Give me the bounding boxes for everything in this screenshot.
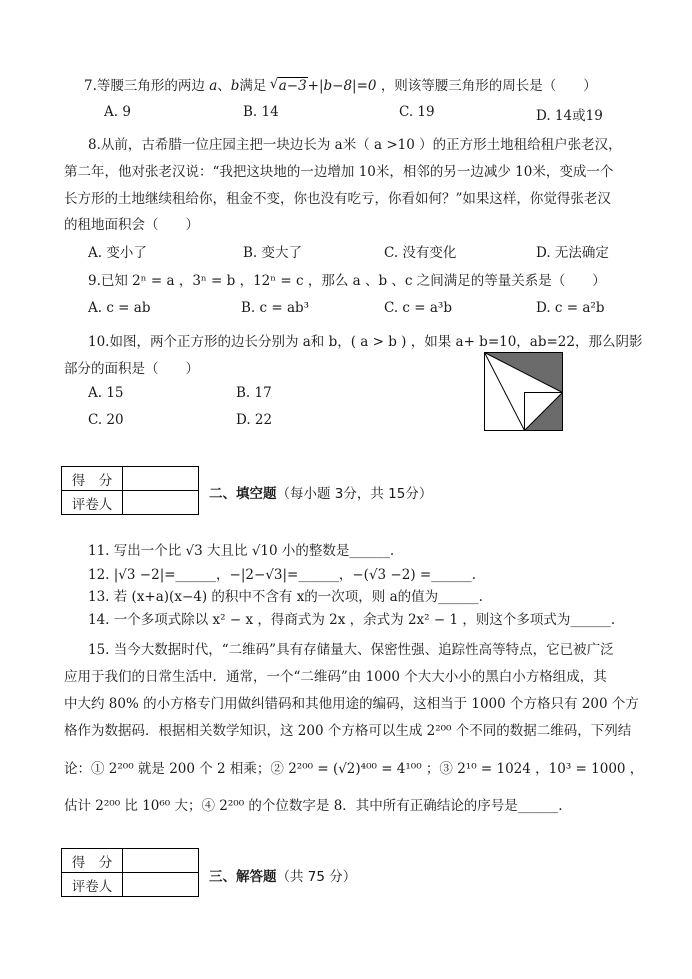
q9-option-a: A. c = ab xyxy=(88,300,151,316)
q13: 13. 若 (x+a)(x−4) 的积中不含有 x的一次项，则 a的值为______. xyxy=(88,589,483,605)
q7-suffix: ，则该等腰三角形的周长是（ ） xyxy=(380,78,597,94)
q7-radicand: a−3 xyxy=(278,78,307,94)
score-cell[interactable] xyxy=(123,467,199,491)
section-3-heading xyxy=(209,865,356,885)
section-2-heading xyxy=(209,482,432,502)
q7-stem xyxy=(84,74,597,94)
grader-label: 评卷人 xyxy=(62,491,123,515)
q15-line-1: 15. 当今大数据时代，“二维码”具有存储量大、保密性强、追踪性高等特点，它已被广泛 xyxy=(88,642,614,658)
q10-line-2: 部分的面积是（ ） xyxy=(64,361,199,377)
q8-line-1: 8.从前，古希腊一位庄园主把一块边长为 a米（ a >10 ）的正方形土地租给租户张老汉， xyxy=(88,137,622,153)
q7-var-a: a xyxy=(209,78,218,94)
q10-squares-figure xyxy=(484,352,564,432)
score-label: 得 分 xyxy=(62,467,123,491)
q7-sqrt xyxy=(271,78,308,94)
q10-option-c: C. 20 xyxy=(88,412,124,428)
section-3-title: 三、解答题 xyxy=(209,869,277,885)
q8-option-d: D. 无法确定 xyxy=(536,245,609,261)
section-2-subtitle: （每小题 3分，共 15分） xyxy=(276,486,433,502)
q8-line-4: 的租地面积会（ ） xyxy=(64,217,199,233)
q7-sep: 、 xyxy=(217,78,231,94)
q7-var-b: b xyxy=(230,78,240,94)
q14: 14. 一个多项式除以 x² − x ，得商式为 2x ，余式为 2x² − 1 ，则这个多项式为______. xyxy=(88,612,616,628)
q15-line-5: 论：① 2²⁰⁰ 就是 200 个 2 相乘；② 2²⁰⁰ = (√2)⁴⁰⁰ = 4¹⁰⁰ ；③ 2¹⁰ = 1024 ，10³ = 1000 ， xyxy=(64,761,644,777)
score-label: 得 分 xyxy=(62,849,123,873)
q8-option-a: A. 变小了 xyxy=(88,245,147,261)
grade-box-section-3 xyxy=(61,848,199,897)
q9-stem: 9.已知 2ⁿ = a ，3ⁿ = b ，12ⁿ = c ，那么 a 、b 、c 之间满足的等量关系是（ ） xyxy=(88,273,606,289)
q15-line-4: 格作为数据码．根据相关数学知识，这 200 个方格可以生成 2²⁰⁰ 个不同的数据二维码，下列结 xyxy=(64,723,632,739)
grader-cell[interactable] xyxy=(123,491,199,515)
q7-mid: 满足 xyxy=(239,78,267,94)
grade-box-section-2 xyxy=(61,466,199,515)
q7-option-d: D. 14或19 xyxy=(536,108,603,124)
q15-line-6: 估计 2²⁰⁰ 比 10⁶⁰ 大；④ 2²⁰⁰ 的个位数字是 8．其中所有正确结论的序号是______. xyxy=(64,798,563,814)
q7-prefix: 7.等腰三角形的两边 xyxy=(84,78,205,94)
q10-option-a: A. 15 xyxy=(88,385,124,401)
q8-line-2: 第二年，他对张老汉说：“我把这块地的一边增加 10米，相邻的另一边减少 10米，变成一个 xyxy=(64,164,614,180)
grader-cell[interactable] xyxy=(123,873,199,897)
q9-option-b: B. c = ab³ xyxy=(241,300,310,316)
q7-option-b: B. 14 xyxy=(243,104,279,120)
q15-line-2: 应用于我们的日常生活中．通常，一个“二维码”由 1000 个大大小小的黑白小方格组成，其 xyxy=(64,669,607,685)
q11: 11. 写出一个比 √3 大且比 √10 小的整数是______. xyxy=(88,543,395,559)
q10-line-1: 10.如图，两个正方形的边长分别为 a和 b，( a > b ) ，如果 a+ b=10，ab=22，那么阴影 xyxy=(88,334,643,350)
section-3-subtitle: （共 75 分） xyxy=(276,869,357,885)
q8-option-c: C. 没有变化 xyxy=(384,245,457,261)
q10-option-d: D. 22 xyxy=(236,412,273,428)
q12: 12. |√3 −2|=______，−|2−√3|=______，−(√3 −2) =______. xyxy=(88,567,476,583)
q7-eq-rest: +|b−8|=0 xyxy=(307,78,377,94)
q10-option-b: B. 17 xyxy=(236,385,272,401)
q15-line-3: 中大约 80% 的小方格专门用做纠错码和其他用途的编码，这相当于 1000 个方格只有 200 个方 xyxy=(64,696,639,712)
score-cell[interactable] xyxy=(123,849,199,873)
q9-option-c: C. c = a³b xyxy=(384,300,452,316)
q8-option-b: B. 变大了 xyxy=(243,245,303,261)
q9-option-d: D. c = a²b xyxy=(536,300,605,316)
section-2-title: 二、填空题 xyxy=(209,486,277,502)
q7-option-a: A. 9 xyxy=(104,104,131,120)
q8-line-3: 长方形的土地继续租给你，租金不变，你也没有吃亏，你看如何？”如果这样，你觉得张老汉 xyxy=(64,191,611,207)
grader-label: 评卷人 xyxy=(62,873,123,897)
q7-option-c: C. 19 xyxy=(399,104,435,120)
